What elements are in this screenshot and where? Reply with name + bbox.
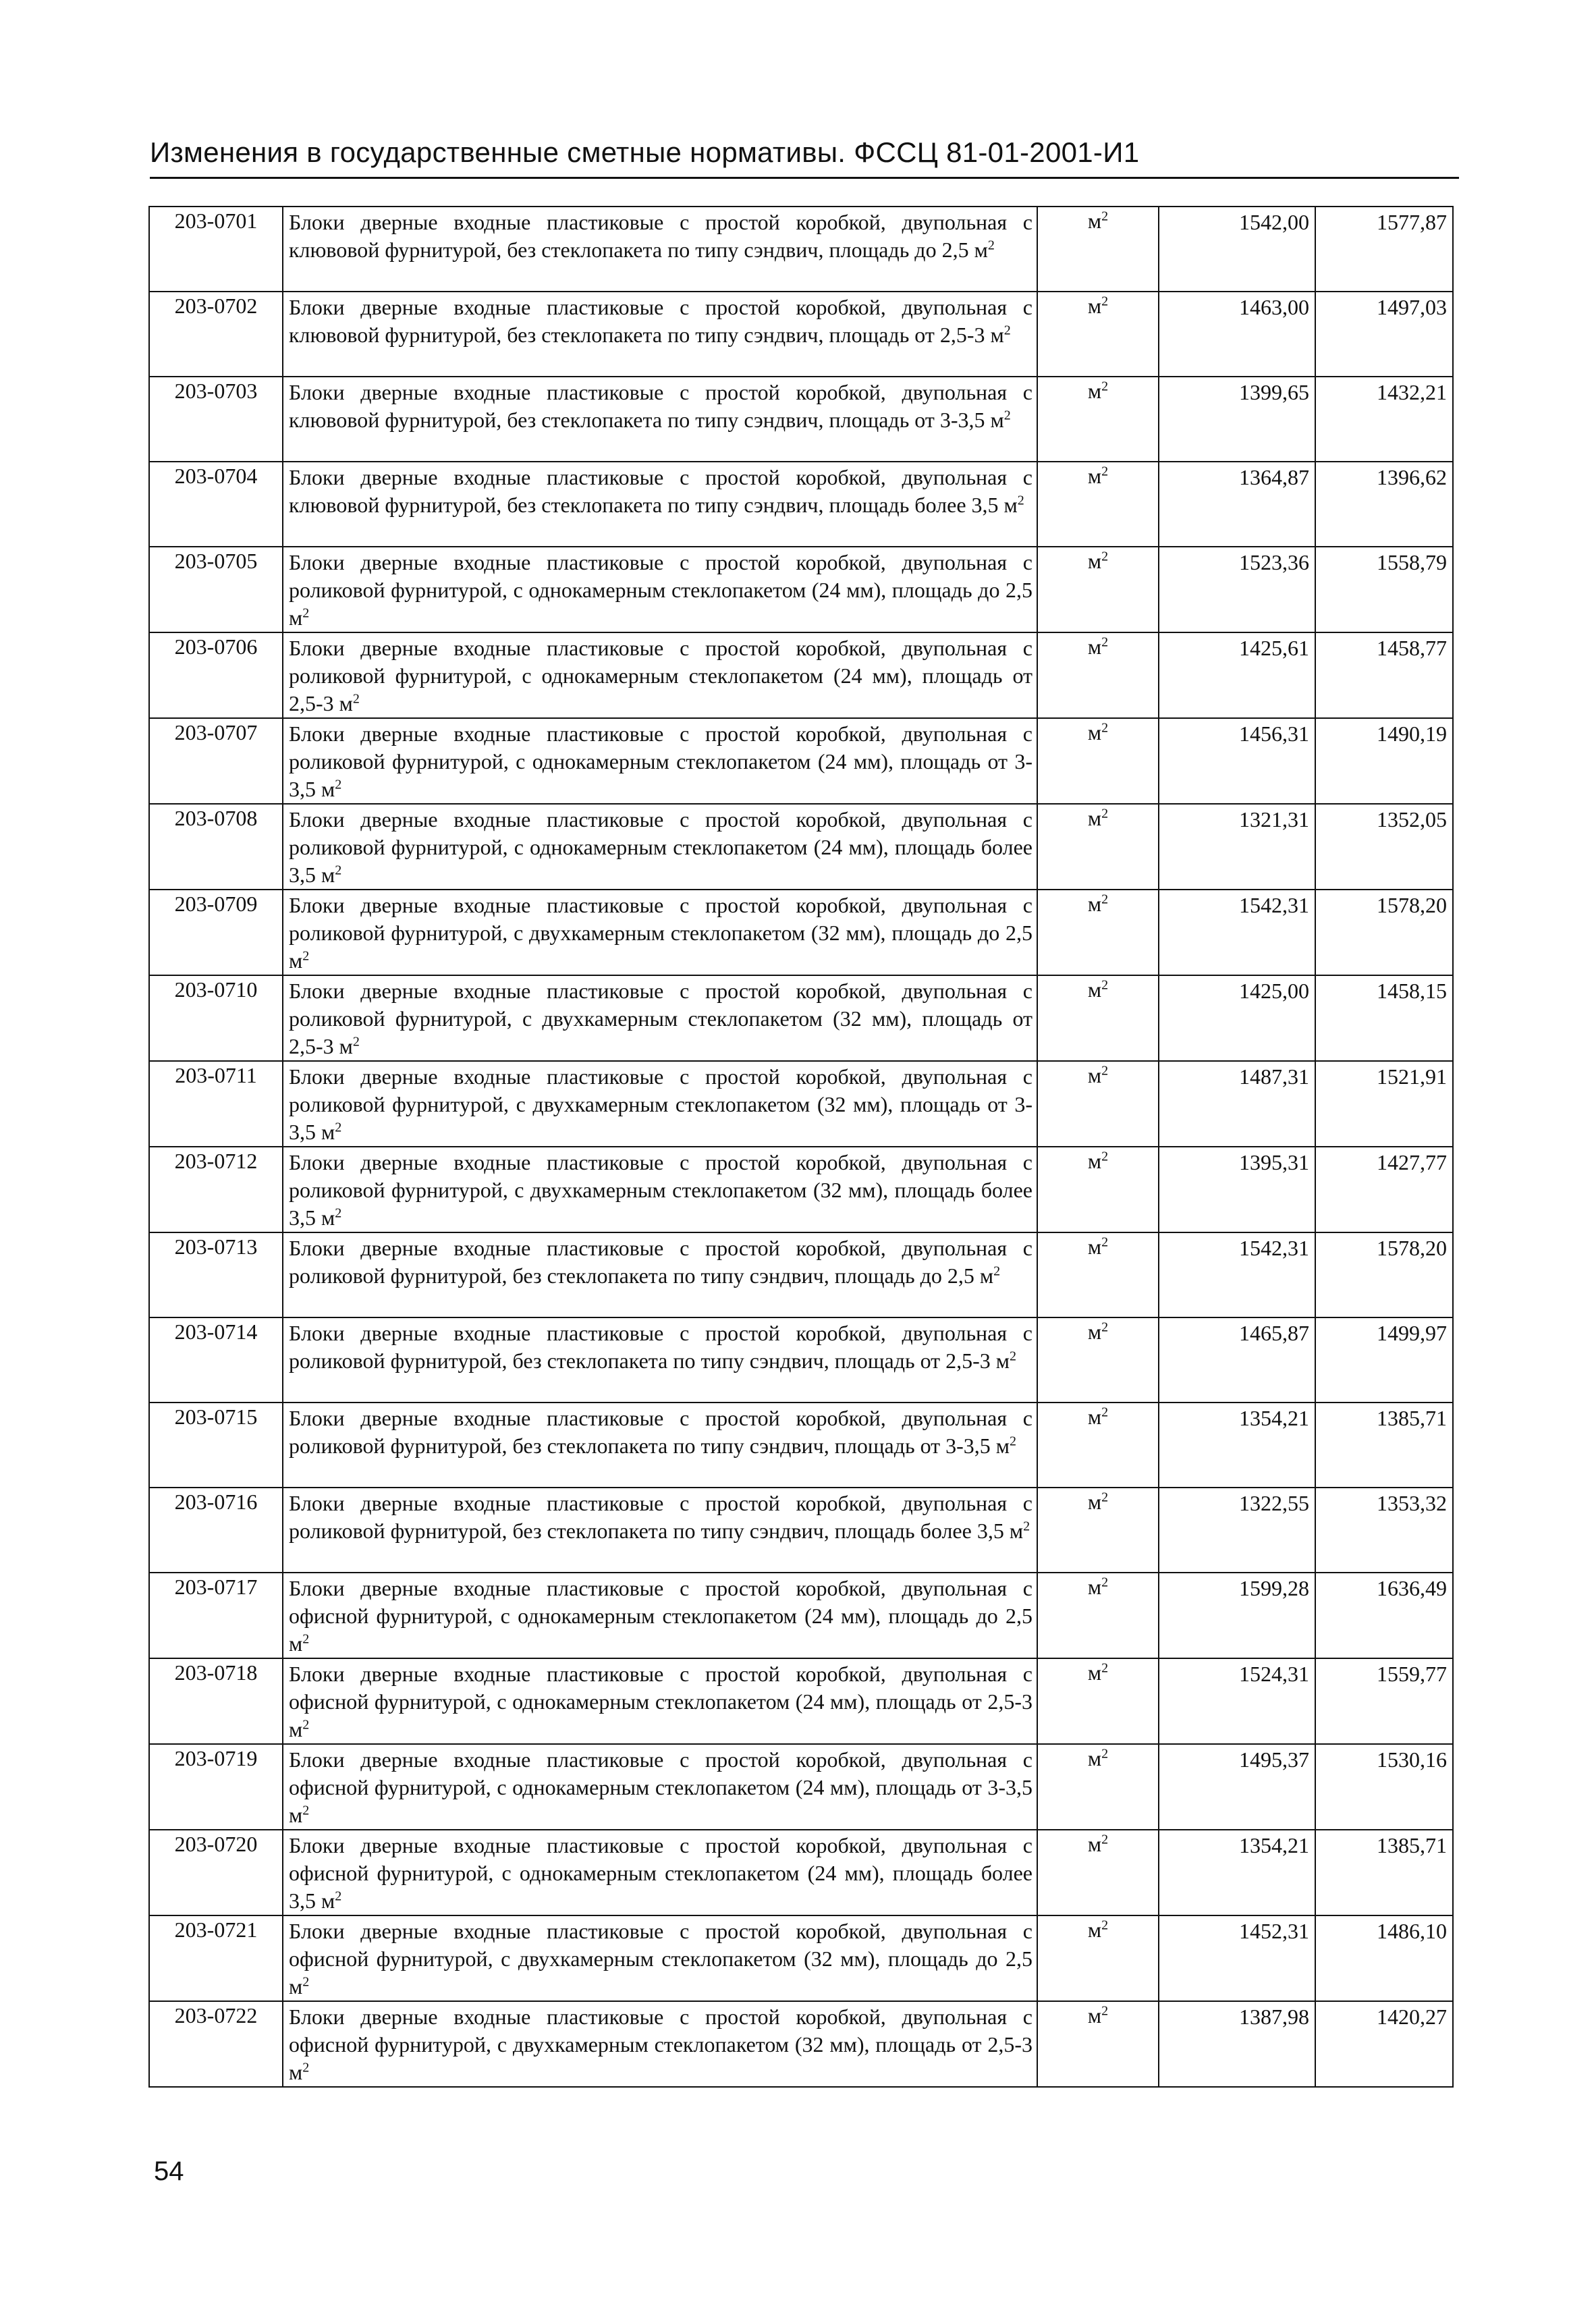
row-unit bbox=[1037, 804, 1159, 890]
row-price-1: 1354,21 bbox=[1159, 1830, 1315, 1915]
unit-base: м bbox=[1087, 1490, 1102, 1514]
area-unit-exponent: 2 bbox=[302, 1803, 310, 1818]
unit-exponent: 2 bbox=[1101, 1319, 1109, 1335]
row-description-text: Блоки дверные входные пластиковые с простой коробкой, двупольная с роликовой фурнитурой, с однокамерным стеклопакетом (24 мм), площадь более 3,5 м bbox=[289, 807, 1033, 887]
unit-base: м bbox=[1087, 720, 1102, 744]
row-price-1: 1523,36 bbox=[1159, 547, 1315, 632]
unit-exponent: 2 bbox=[1101, 634, 1109, 650]
table-row bbox=[149, 1488, 1453, 1573]
row-description-text: Блоки дверные входные пластиковые с простой коробкой, двупольная с роликовой фурнитурой, без стеклопакета по типу сэндвич, площадь до 2,5 м bbox=[289, 1236, 1033, 1288]
table-row bbox=[149, 207, 1453, 292]
row-description bbox=[283, 1488, 1037, 1573]
row-description-text: Блоки дверные входные пластиковые с простой коробкой, двупольная с роликовой фурнитурой, с двухкамерным стеклопакетом (32 мм), площадь до 2,5 м bbox=[289, 893, 1033, 973]
row-price-1: 1495,37 bbox=[1159, 1744, 1315, 1830]
row-price-2: 1530,16 bbox=[1315, 1744, 1453, 1830]
row-unit bbox=[1037, 1147, 1159, 1232]
unit-base: м bbox=[1087, 1660, 1102, 1685]
row-code: 203-0707 bbox=[149, 718, 283, 804]
row-description-text: Блоки дверные входные пластиковые с простой коробкой, двупольная с роликовой фурнитурой, с однокамерным стеклопакетом (24 мм), площадь от 2,5-3 м bbox=[289, 636, 1033, 715]
table-row bbox=[149, 1232, 1453, 1317]
row-description bbox=[283, 2001, 1037, 2087]
area-unit-exponent: 2 bbox=[335, 777, 342, 792]
row-code: 203-0703 bbox=[149, 377, 283, 462]
row-price-1: 1465,87 bbox=[1159, 1317, 1315, 1403]
unit-exponent: 2 bbox=[1101, 892, 1109, 907]
row-description-text: Блоки дверные входные пластиковые с простой коробкой, двупольная с роликовой фурнитурой, с двухкамерным стеклопакетом (32 мм), площадь от 2,5-3 м bbox=[289, 979, 1033, 1058]
row-description bbox=[283, 1915, 1037, 2001]
row-price-1: 1321,31 bbox=[1159, 804, 1315, 890]
unit-exponent: 2 bbox=[1101, 1063, 1109, 1079]
unit-exponent: 2 bbox=[1101, 1490, 1109, 1505]
row-price-2: 1427,77 bbox=[1315, 1147, 1453, 1232]
row-price-2: 1577,87 bbox=[1315, 207, 1453, 292]
row-description-text: Блоки дверные входные пластиковые с простой коробкой, двупольная с клювовой фурнитурой, без стеклопакета по типу сэндвич, площадь до 2,5 м bbox=[289, 210, 1033, 262]
row-description bbox=[283, 975, 1037, 1061]
row-unit bbox=[1037, 1658, 1159, 1744]
row-unit bbox=[1037, 632, 1159, 718]
area-unit-exponent: 2 bbox=[302, 1974, 310, 1990]
row-unit bbox=[1037, 1744, 1159, 1830]
unit-exponent: 2 bbox=[1101, 294, 1109, 309]
unit-base: м bbox=[1087, 892, 1102, 916]
row-price-1: 1463,00 bbox=[1159, 292, 1315, 377]
table-row bbox=[149, 975, 1453, 1061]
row-unit bbox=[1037, 975, 1159, 1061]
area-unit-exponent: 2 bbox=[1017, 493, 1024, 508]
row-description bbox=[283, 292, 1037, 377]
area-unit-exponent: 2 bbox=[987, 238, 995, 253]
row-code: 203-0705 bbox=[149, 547, 283, 632]
row-price-2: 1636,49 bbox=[1315, 1573, 1453, 1658]
row-description-text: Блоки дверные входные пластиковые с простой коробкой, двупольная с офисной фурнитурой, с однокамерным стеклопакетом (24 мм), площадь от 2,5-3 м bbox=[289, 1662, 1033, 1741]
unit-exponent: 2 bbox=[1101, 1575, 1109, 1590]
row-description bbox=[283, 547, 1037, 632]
row-code: 203-0704 bbox=[149, 462, 283, 547]
row-price-1: 1456,31 bbox=[1159, 718, 1315, 804]
row-unit bbox=[1037, 1317, 1159, 1403]
area-unit-exponent: 2 bbox=[302, 2060, 310, 2075]
row-price-1: 1524,31 bbox=[1159, 1658, 1315, 1744]
row-price-2: 1490,19 bbox=[1315, 718, 1453, 804]
row-description-text: Блоки дверные входные пластиковые с простой коробкой, двупольная с офисной фурнитурой, с однокамерным стеклопакетом (24 мм), площадь до 2,5 м bbox=[289, 1576, 1033, 1656]
row-price-2: 1578,20 bbox=[1315, 890, 1453, 975]
row-price-2: 1558,79 bbox=[1315, 547, 1453, 632]
row-unit bbox=[1037, 207, 1159, 292]
table-row bbox=[149, 1915, 1453, 2001]
table-row bbox=[149, 632, 1453, 718]
row-code: 203-0716 bbox=[149, 1488, 283, 1573]
row-price-2: 1396,62 bbox=[1315, 462, 1453, 547]
unit-exponent: 2 bbox=[1101, 1832, 1109, 1847]
row-description-text: Блоки дверные входные пластиковые с простой коробкой, двупольная с офисной фурнитурой, с однокамерным стеклопакетом (24 мм), площадь от 3-3,5 м bbox=[289, 1747, 1033, 1827]
row-description bbox=[283, 1147, 1037, 1232]
row-unit bbox=[1037, 1232, 1159, 1317]
unit-exponent: 2 bbox=[1101, 720, 1109, 736]
unit-exponent: 2 bbox=[1101, 1234, 1109, 1250]
unit-base: м bbox=[1087, 1746, 1102, 1770]
row-price-1: 1452,31 bbox=[1159, 1915, 1315, 2001]
area-unit-exponent: 2 bbox=[302, 605, 310, 621]
row-code: 203-0719 bbox=[149, 1744, 283, 1830]
unit-exponent: 2 bbox=[1101, 379, 1109, 394]
row-description bbox=[283, 1061, 1037, 1147]
table-row bbox=[149, 1403, 1453, 1488]
unit-base: м bbox=[1087, 549, 1102, 573]
row-unit bbox=[1037, 462, 1159, 547]
row-price-1: 1387,98 bbox=[1159, 2001, 1315, 2087]
row-price-2: 1385,71 bbox=[1315, 1830, 1453, 1915]
row-code: 203-0708 bbox=[149, 804, 283, 890]
row-price-2: 1352,05 bbox=[1315, 804, 1453, 890]
unit-base: м bbox=[1087, 379, 1102, 403]
row-description bbox=[283, 1830, 1037, 1915]
row-description-text: Блоки дверные входные пластиковые с простой коробкой, двупольная с клювовой фурнитурой, без стеклопакета по типу сэндвич, площадь от 2,5-3 м bbox=[289, 295, 1033, 347]
unit-base: м bbox=[1087, 1319, 1102, 1344]
unit-base: м bbox=[1087, 1917, 1102, 1942]
row-description-text: Блоки дверные входные пластиковые с простой коробкой, двупольная с офисной фурнитурой, с двухкамерным стеклопакетом (32 мм), площадь до 2,5 м bbox=[289, 1919, 1033, 1998]
row-code: 203-0717 bbox=[149, 1573, 283, 1658]
unit-base: м bbox=[1087, 1575, 1102, 1599]
unit-base: м bbox=[1087, 1149, 1102, 1173]
row-code: 203-0701 bbox=[149, 207, 283, 292]
unit-exponent: 2 bbox=[1101, 464, 1109, 479]
unit-base: м bbox=[1087, 209, 1102, 233]
row-price-2: 1432,21 bbox=[1315, 377, 1453, 462]
area-unit-exponent: 2 bbox=[352, 691, 360, 707]
row-unit bbox=[1037, 1915, 1159, 2001]
unit-base: м bbox=[1087, 806, 1102, 830]
row-description-text: Блоки дверные входные пластиковые с простой коробкой, двупольная с клювовой фурнитурой, без стеклопакета по типу сэндвич, площадь от 3-3,5 м bbox=[289, 380, 1033, 432]
row-code: 203-0718 bbox=[149, 1658, 283, 1744]
unit-base: м bbox=[1087, 294, 1102, 318]
row-price-1: 1425,00 bbox=[1159, 975, 1315, 1061]
row-description bbox=[283, 1232, 1037, 1317]
row-description bbox=[283, 1403, 1037, 1488]
area-unit-exponent: 2 bbox=[335, 1205, 342, 1221]
area-unit-exponent: 2 bbox=[1003, 323, 1011, 338]
table-row bbox=[149, 718, 1453, 804]
row-price-2: 1353,32 bbox=[1315, 1488, 1453, 1573]
row-price-2: 1499,97 bbox=[1315, 1317, 1453, 1403]
table-row bbox=[149, 292, 1453, 377]
row-description-text: Блоки дверные входные пластиковые с простой коробкой, двупольная с роликовой фурнитурой, с однокамерным стеклопакетом (24 мм), площадь от 3-3,5 м bbox=[289, 722, 1033, 801]
row-description bbox=[283, 462, 1037, 547]
unit-base: м bbox=[1087, 2003, 1102, 2028]
area-unit-exponent: 2 bbox=[335, 1888, 342, 1904]
row-code: 203-0720 bbox=[149, 1830, 283, 1915]
row-description-text: Блоки дверные входные пластиковые с простой коробкой, двупольная с клювовой фурнитурой, без стеклопакета по типу сэндвич, площадь более 3,5 м bbox=[289, 465, 1033, 517]
row-price-1: 1487,31 bbox=[1159, 1061, 1315, 1147]
row-description bbox=[283, 632, 1037, 718]
table-row bbox=[149, 1658, 1453, 1744]
row-description-text: Блоки дверные входные пластиковые с простой коробкой, двупольная с роликовой фурнитурой, с двухкамерным стеклопакетом (32 мм), площадь от 3-3,5 м bbox=[289, 1064, 1033, 1144]
table-row bbox=[149, 1061, 1453, 1147]
row-price-1: 1395,31 bbox=[1159, 1147, 1315, 1232]
row-description-text: Блоки дверные входные пластиковые с простой коробкой, двупольная с роликовой фурнитурой, с однокамерным стеклопакетом (24 мм), площадь до 2,5 м bbox=[289, 550, 1033, 630]
row-description bbox=[283, 1658, 1037, 1744]
area-unit-exponent: 2 bbox=[1023, 1519, 1030, 1534]
row-description-text: Блоки дверные входные пластиковые с простой коробкой, двупольная с роликовой фурнитурой, без стеклопакета по типу сэндвич, площадь от 2,5-3 м bbox=[289, 1321, 1033, 1373]
area-unit-exponent: 2 bbox=[993, 1263, 1001, 1279]
price-table bbox=[148, 206, 1454, 2088]
unit-exponent: 2 bbox=[1101, 1660, 1109, 1676]
row-price-2: 1497,03 bbox=[1315, 292, 1453, 377]
row-code: 203-0712 bbox=[149, 1147, 283, 1232]
row-unit bbox=[1037, 1488, 1159, 1573]
row-description-text: Блоки дверные входные пластиковые с простой коробкой, двупольная с роликовой фурнитурой, без стеклопакета по типу сэндвич, площадь от 3-3,5 м bbox=[289, 1406, 1033, 1458]
row-description bbox=[283, 890, 1037, 975]
table-row bbox=[149, 377, 1453, 462]
row-unit bbox=[1037, 2001, 1159, 2087]
unit-exponent: 2 bbox=[1101, 549, 1109, 564]
table-row bbox=[149, 1830, 1453, 1915]
unit-base: м bbox=[1087, 977, 1102, 1002]
area-unit-exponent: 2 bbox=[302, 948, 310, 964]
table-row bbox=[149, 1147, 1453, 1232]
row-price-1: 1364,87 bbox=[1159, 462, 1315, 547]
row-code: 203-0710 bbox=[149, 975, 283, 1061]
page-header-title: Изменения в государственные сметные нормативы. ФССЦ 81-01-2001-И1 bbox=[150, 136, 1140, 168]
row-price-2: 1578,20 bbox=[1315, 1232, 1453, 1317]
row-description bbox=[283, 804, 1037, 890]
row-description-text: Блоки дверные входные пластиковые с простой коробкой, двупольная с роликовой фурнитурой, с двухкамерным стеклопакетом (32 мм), площадь более 3,5 м bbox=[289, 1150, 1033, 1230]
unit-exponent: 2 bbox=[1101, 1917, 1109, 1933]
row-description bbox=[283, 1744, 1037, 1830]
row-description bbox=[283, 377, 1037, 462]
row-description bbox=[283, 1317, 1037, 1403]
unit-base: м bbox=[1087, 464, 1102, 488]
row-unit bbox=[1037, 377, 1159, 462]
row-price-1: 1542,31 bbox=[1159, 1232, 1315, 1317]
row-code: 203-0702 bbox=[149, 292, 283, 377]
area-unit-exponent: 2 bbox=[1010, 1434, 1017, 1449]
table-row bbox=[149, 890, 1453, 975]
area-unit-exponent: 2 bbox=[352, 1034, 360, 1050]
price-table-body bbox=[149, 207, 1453, 2087]
page-number: 54 bbox=[154, 2156, 184, 2186]
row-code: 203-0714 bbox=[149, 1317, 283, 1403]
row-price-1: 1599,28 bbox=[1159, 1573, 1315, 1658]
row-code: 203-0722 bbox=[149, 2001, 283, 2087]
table-row bbox=[149, 547, 1453, 632]
row-price-2: 1521,91 bbox=[1315, 1061, 1453, 1147]
row-unit bbox=[1037, 1403, 1159, 1488]
row-unit bbox=[1037, 1830, 1159, 1915]
row-description bbox=[283, 718, 1037, 804]
row-price-2: 1385,71 bbox=[1315, 1403, 1453, 1488]
header-rule bbox=[150, 177, 1459, 179]
row-price-1: 1322,55 bbox=[1159, 1488, 1315, 1573]
table-row bbox=[149, 2001, 1453, 2087]
row-description bbox=[283, 1573, 1037, 1658]
table-row bbox=[149, 1573, 1453, 1658]
unit-exponent: 2 bbox=[1101, 806, 1109, 821]
area-unit-exponent: 2 bbox=[335, 1120, 342, 1135]
row-description-text: Блоки дверные входные пластиковые с простой коробкой, двупольная с офисной фурнитурой, с однокамерным стеклопакетом (24 мм), площадь более 3,5 м bbox=[289, 1833, 1033, 1913]
area-unit-exponent: 2 bbox=[302, 1631, 310, 1647]
row-price-2: 1486,10 bbox=[1315, 1915, 1453, 2001]
area-unit-exponent: 2 bbox=[335, 863, 342, 878]
table-row bbox=[149, 804, 1453, 890]
unit-base: м bbox=[1087, 1832, 1102, 1856]
row-price-1: 1425,61 bbox=[1159, 632, 1315, 718]
row-description bbox=[283, 207, 1037, 292]
row-price-1: 1542,31 bbox=[1159, 890, 1315, 975]
row-unit bbox=[1037, 1573, 1159, 1658]
row-code: 203-0709 bbox=[149, 890, 283, 975]
row-code: 203-0715 bbox=[149, 1403, 283, 1488]
table-row bbox=[149, 462, 1453, 547]
row-code: 203-0711 bbox=[149, 1061, 283, 1147]
area-unit-exponent: 2 bbox=[302, 1717, 310, 1733]
row-unit bbox=[1037, 292, 1159, 377]
row-price-1: 1354,21 bbox=[1159, 1403, 1315, 1488]
row-unit bbox=[1037, 547, 1159, 632]
area-unit-exponent: 2 bbox=[1010, 1349, 1017, 1364]
unit-exponent: 2 bbox=[1101, 1405, 1109, 1420]
table-row bbox=[149, 1744, 1453, 1830]
unit-exponent: 2 bbox=[1101, 1746, 1109, 1762]
row-price-2: 1559,77 bbox=[1315, 1658, 1453, 1744]
row-price-2: 1458,15 bbox=[1315, 975, 1453, 1061]
row-price-2: 1458,77 bbox=[1315, 632, 1453, 718]
row-price-1: 1399,65 bbox=[1159, 377, 1315, 462]
row-description-text: Блоки дверные входные пластиковые с простой коробкой, двупольная с роликовой фурнитурой, без стеклопакета по типу сэндвич, площадь более 3,5 м bbox=[289, 1491, 1033, 1543]
row-description-text: Блоки дверные входные пластиковые с простой коробкой, двупольная с офисной фурнитурой, с двухкамерным стеклопакетом (32 мм), площадь от 2,5-3 м bbox=[289, 2005, 1033, 2084]
row-unit bbox=[1037, 1061, 1159, 1147]
row-code: 203-0721 bbox=[149, 1915, 283, 2001]
unit-base: м bbox=[1087, 1234, 1102, 1259]
row-unit bbox=[1037, 890, 1159, 975]
unit-exponent: 2 bbox=[1101, 2003, 1109, 2019]
row-price-1: 1542,00 bbox=[1159, 207, 1315, 292]
unit-base: м bbox=[1087, 634, 1102, 659]
row-price-2: 1420,27 bbox=[1315, 2001, 1453, 2087]
row-unit bbox=[1037, 718, 1159, 804]
area-unit-exponent: 2 bbox=[1003, 408, 1011, 423]
row-code: 203-0713 bbox=[149, 1232, 283, 1317]
unit-exponent: 2 bbox=[1101, 209, 1109, 224]
unit-exponent: 2 bbox=[1101, 1149, 1109, 1164]
table-row bbox=[149, 1317, 1453, 1403]
unit-base: м bbox=[1087, 1063, 1102, 1087]
unit-exponent: 2 bbox=[1101, 977, 1109, 993]
unit-base: м bbox=[1087, 1405, 1102, 1429]
row-code: 203-0706 bbox=[149, 632, 283, 718]
